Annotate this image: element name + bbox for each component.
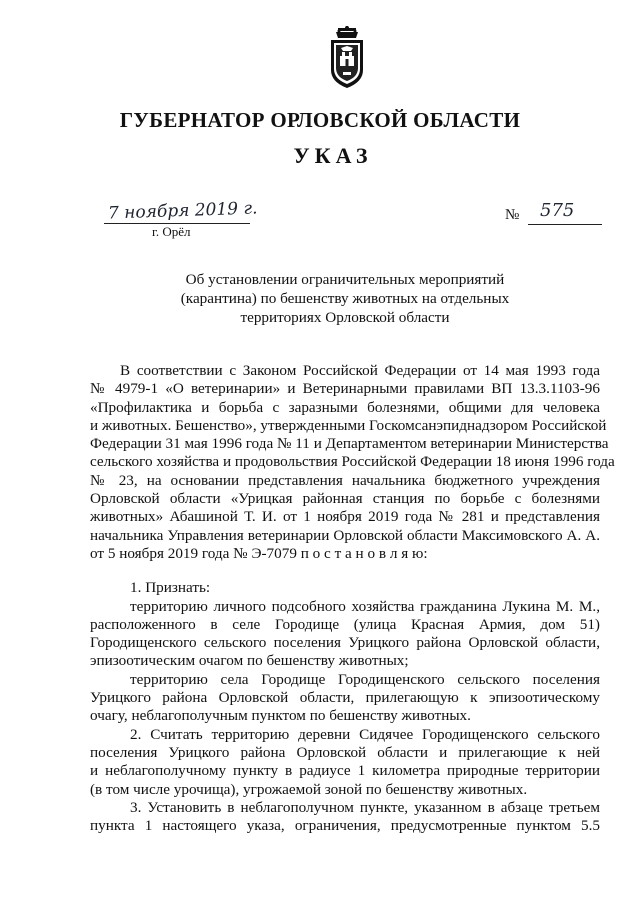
text-line: (в том числе урочища), угрожаемой зоной по бешенству животных. (90, 780, 528, 798)
text-line: Городищенского сельского поселения Урицкого района Орловской области, (90, 634, 600, 652)
handwritten-number: 575 (540, 200, 575, 221)
text-line: расположенного в селе Городище (улица Красная Армия, дом 51) (90, 615, 600, 633)
city-label: г. Орёл (152, 224, 191, 239)
coat-of-arms-emblem (327, 26, 367, 90)
item-1 (90, 579, 600, 725)
text-line: очагу, неблагополучным пунктом по бешенству животных. (90, 707, 471, 725)
subject-line: Об установлении ограничительных мероприятий (185, 271, 505, 288)
handwritten-date: 7 ноября 2019 г. (107, 198, 258, 224)
text-line: пункта 1 настоящего указа, ограничения, предусмотренные пунктом 5.5 (90, 817, 600, 835)
text-line: № 4979-1 «О ветеринарии» и Ветеринарными правилами ВП 13.3.1103-96 (90, 380, 600, 398)
text-line: территорию личного подсобного хозяйства гражданина Лукина М. М., (130, 597, 600, 615)
text-line: Урицкого района Орловской области, прилегающую к эпизоотическому (90, 689, 600, 707)
subject-line: (карантина) по бешенству животных на отдельных (180, 290, 510, 307)
number-sign: № (505, 207, 520, 223)
text-line: 2. Считать территорию деревни Сидячее Городищенского сельского (130, 725, 600, 743)
text-line: Орловской области «Урицкая районная станция по борьбе с болезнями (90, 490, 600, 508)
text-line: поселения Урицкого района Орловской области и прилегающие к ней (90, 743, 600, 761)
text-line: «Профилактика и борьба с заразными болезнями, общими для человека (90, 398, 600, 416)
decree-body (90, 362, 615, 835)
text-line: от 5 ноября 2019 года № Э-7079 п о с т а н о в л я ю: (90, 544, 428, 562)
text-line: № 23, на основании представления начальника бюджетного учреждения (90, 471, 600, 489)
text-line: начальника Управления ветеринарии Орловской области Максимовского А. А. (90, 526, 600, 544)
item-3 (90, 799, 600, 836)
text-line: животных» Абашиной Т. И. от 1 ноября 2019 года № 281 и представления (90, 508, 600, 526)
text-line: В соответствии с Законом Российской Федерации от 14 мая 1993 года (120, 362, 600, 379)
document-type: УКАЗ (293, 143, 373, 168)
subject-line: территориях Орловской области (240, 309, 450, 326)
item-2 (90, 726, 600, 799)
text-line: сельского хозяйства и продовольствия Российской Федерации 18 июня 1996 года (90, 453, 615, 471)
preamble-paragraph (90, 362, 615, 563)
item-1-heading: 1. Признать: (130, 579, 211, 597)
decree-subject (150, 270, 540, 327)
text-line: и животных. Бешенство», утвержденными Госкомсанэпиднадзором Российской (90, 416, 607, 434)
text-line: 3. Установить в неблагополучном пункте, указанном в абзаце третьем (130, 798, 600, 816)
text-line: эпизоотическим очагом по бешенству животных; (90, 652, 409, 670)
text-line: Федерации 31 мая 1996 года № 11 и Департаментом ветеринарии Министерства (90, 435, 609, 453)
issuer-title: ГУБЕРНАТОР ОРЛОВСКОЙ ОБЛАСТИ (119, 108, 521, 132)
text-line: территорию села Городище Городищенского сельского поселения (130, 670, 600, 688)
text-line: и неблагополучному пункту в радиусе 1 километра природные территории (90, 762, 600, 780)
